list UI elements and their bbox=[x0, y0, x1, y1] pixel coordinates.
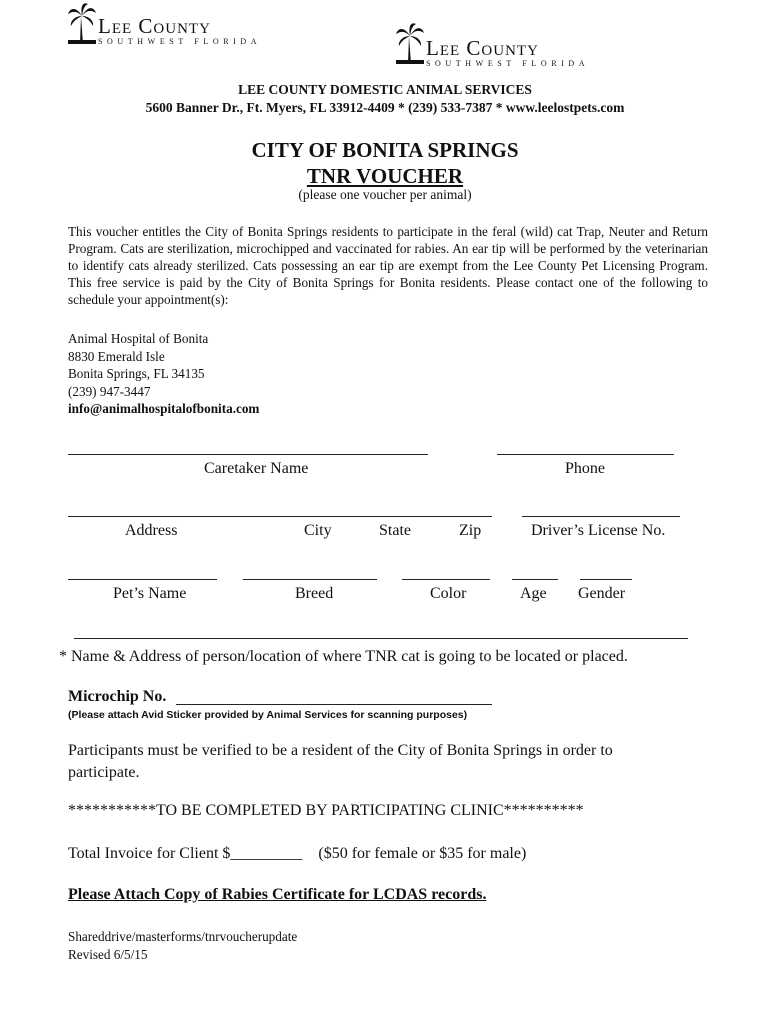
logo-name: Lee County bbox=[426, 36, 539, 60]
microchip-row bbox=[68, 687, 166, 707]
microchip-field[interactable] bbox=[176, 704, 492, 705]
lee-county-logo-center bbox=[396, 22, 589, 69]
logo-subtitle: SOUTHWEST FLORIDA bbox=[98, 37, 262, 46]
clinic-contact bbox=[68, 330, 259, 418]
intro-paragraph: This voucher entitles the City of Bonita Springs residents to participate in the feral (wild) cat Trap, Neuter and Return Program. Cats are sterilization, microchipped and vaccinated for rabies. An ear tip will be performed by the veterinarian to identify cats already sterilized. Cats possessing an ear tip are exempt from the Lee County Pet Licensing Program. This free service is paid by the City of Bonita Springs for Bonita residents. Please contact one of the following to schedule your appointment(s): bbox=[68, 224, 708, 307]
voucher-title-text: TNR VOUCHER bbox=[306, 164, 464, 188]
residency-note: Participants must be verified to be a resident of the City of Bonita Springs in order to participate. bbox=[68, 742, 613, 781]
location-label: * Name & Address of person/location of where TNR cat is going to be located or placed. bbox=[59, 648, 628, 665]
breed-field[interactable] bbox=[243, 579, 377, 580]
footer-revised: Revised 6/5/15 bbox=[68, 946, 148, 962]
voucher-note: (please one voucher per animal) bbox=[298, 187, 472, 202]
city-label: City bbox=[304, 522, 332, 539]
invoice-amount-field[interactable]: _________ bbox=[230, 845, 303, 862]
clinic-phone: (239) 947-3447 bbox=[68, 383, 151, 399]
lee-county-logo-top bbox=[68, 2, 261, 47]
voucher-title bbox=[0, 163, 770, 189]
color-label: Color bbox=[430, 585, 467, 602]
drivers-license-field[interactable] bbox=[522, 516, 680, 517]
clinic-city: Bonita Springs, FL 34135 bbox=[68, 366, 205, 381]
caretaker-name-label: Caretaker Name bbox=[204, 460, 309, 477]
caretaker-name-field[interactable] bbox=[68, 454, 428, 455]
org-name: LEE COUNTY DOMESTIC ANIMAL SERVICES bbox=[238, 82, 532, 97]
palm-tree-icon bbox=[396, 22, 424, 64]
pet-name-field[interactable] bbox=[68, 579, 217, 580]
invoice-row bbox=[68, 843, 526, 865]
rabies-note bbox=[68, 884, 486, 906]
address-label: Address bbox=[125, 522, 178, 539]
breed-label: Breed bbox=[295, 585, 334, 602]
org-address: 5600 Banner Dr., Ft. Myers, FL 33912-4409 * (239) 533-7387 * www.leelostpets.com bbox=[145, 100, 625, 115]
clinic-name: Animal Hospital of Bonita bbox=[68, 331, 209, 346]
clinic-street: 8830 Emerald Isle bbox=[68, 348, 165, 364]
microchip-note: (Please attach Avid Sticker provided by Animal Services for scanning purposes) bbox=[68, 709, 468, 721]
drivers-license-label: Driver’s License No. bbox=[531, 522, 666, 539]
logo-subtitle: SOUTHWEST FLORIDA bbox=[426, 59, 590, 68]
address-field[interactable] bbox=[68, 516, 492, 517]
invoice-label: Total Invoice for Client $ bbox=[68, 845, 231, 862]
pet-name-label: Pet’s Name bbox=[113, 585, 187, 602]
location-field[interactable] bbox=[74, 638, 688, 639]
page-title: CITY OF BONITA SPRINGS bbox=[251, 138, 519, 162]
logo-name: Lee County bbox=[98, 14, 211, 38]
state-label: State bbox=[379, 522, 411, 539]
gender-field[interactable] bbox=[580, 579, 632, 580]
gender-label: Gender bbox=[578, 585, 626, 602]
microchip-label: Microchip No. bbox=[68, 688, 167, 705]
color-field[interactable] bbox=[402, 579, 490, 580]
clinic-section-header: ***********TO BE COMPLETED BY PARTICIPATING CLINIC********** bbox=[68, 802, 584, 819]
phone-field[interactable] bbox=[497, 454, 674, 455]
clinic-email: info@animalhospitalofbonita.com bbox=[68, 401, 260, 416]
footer-path: Shareddrive/masterforms/tnrvoucherupdate bbox=[68, 929, 298, 944]
age-field[interactable] bbox=[512, 579, 558, 580]
zip-label: Zip bbox=[459, 522, 482, 539]
phone-label: Phone bbox=[565, 460, 605, 477]
rabies-note-text: Please Attach Copy of Rabies Certificate for LCDAS records. bbox=[68, 886, 487, 903]
age-label: Age bbox=[520, 585, 547, 602]
invoice-pricing: ($50 for female or $35 for male) bbox=[318, 845, 527, 862]
footer bbox=[68, 928, 297, 963]
palm-tree-icon bbox=[68, 2, 96, 44]
